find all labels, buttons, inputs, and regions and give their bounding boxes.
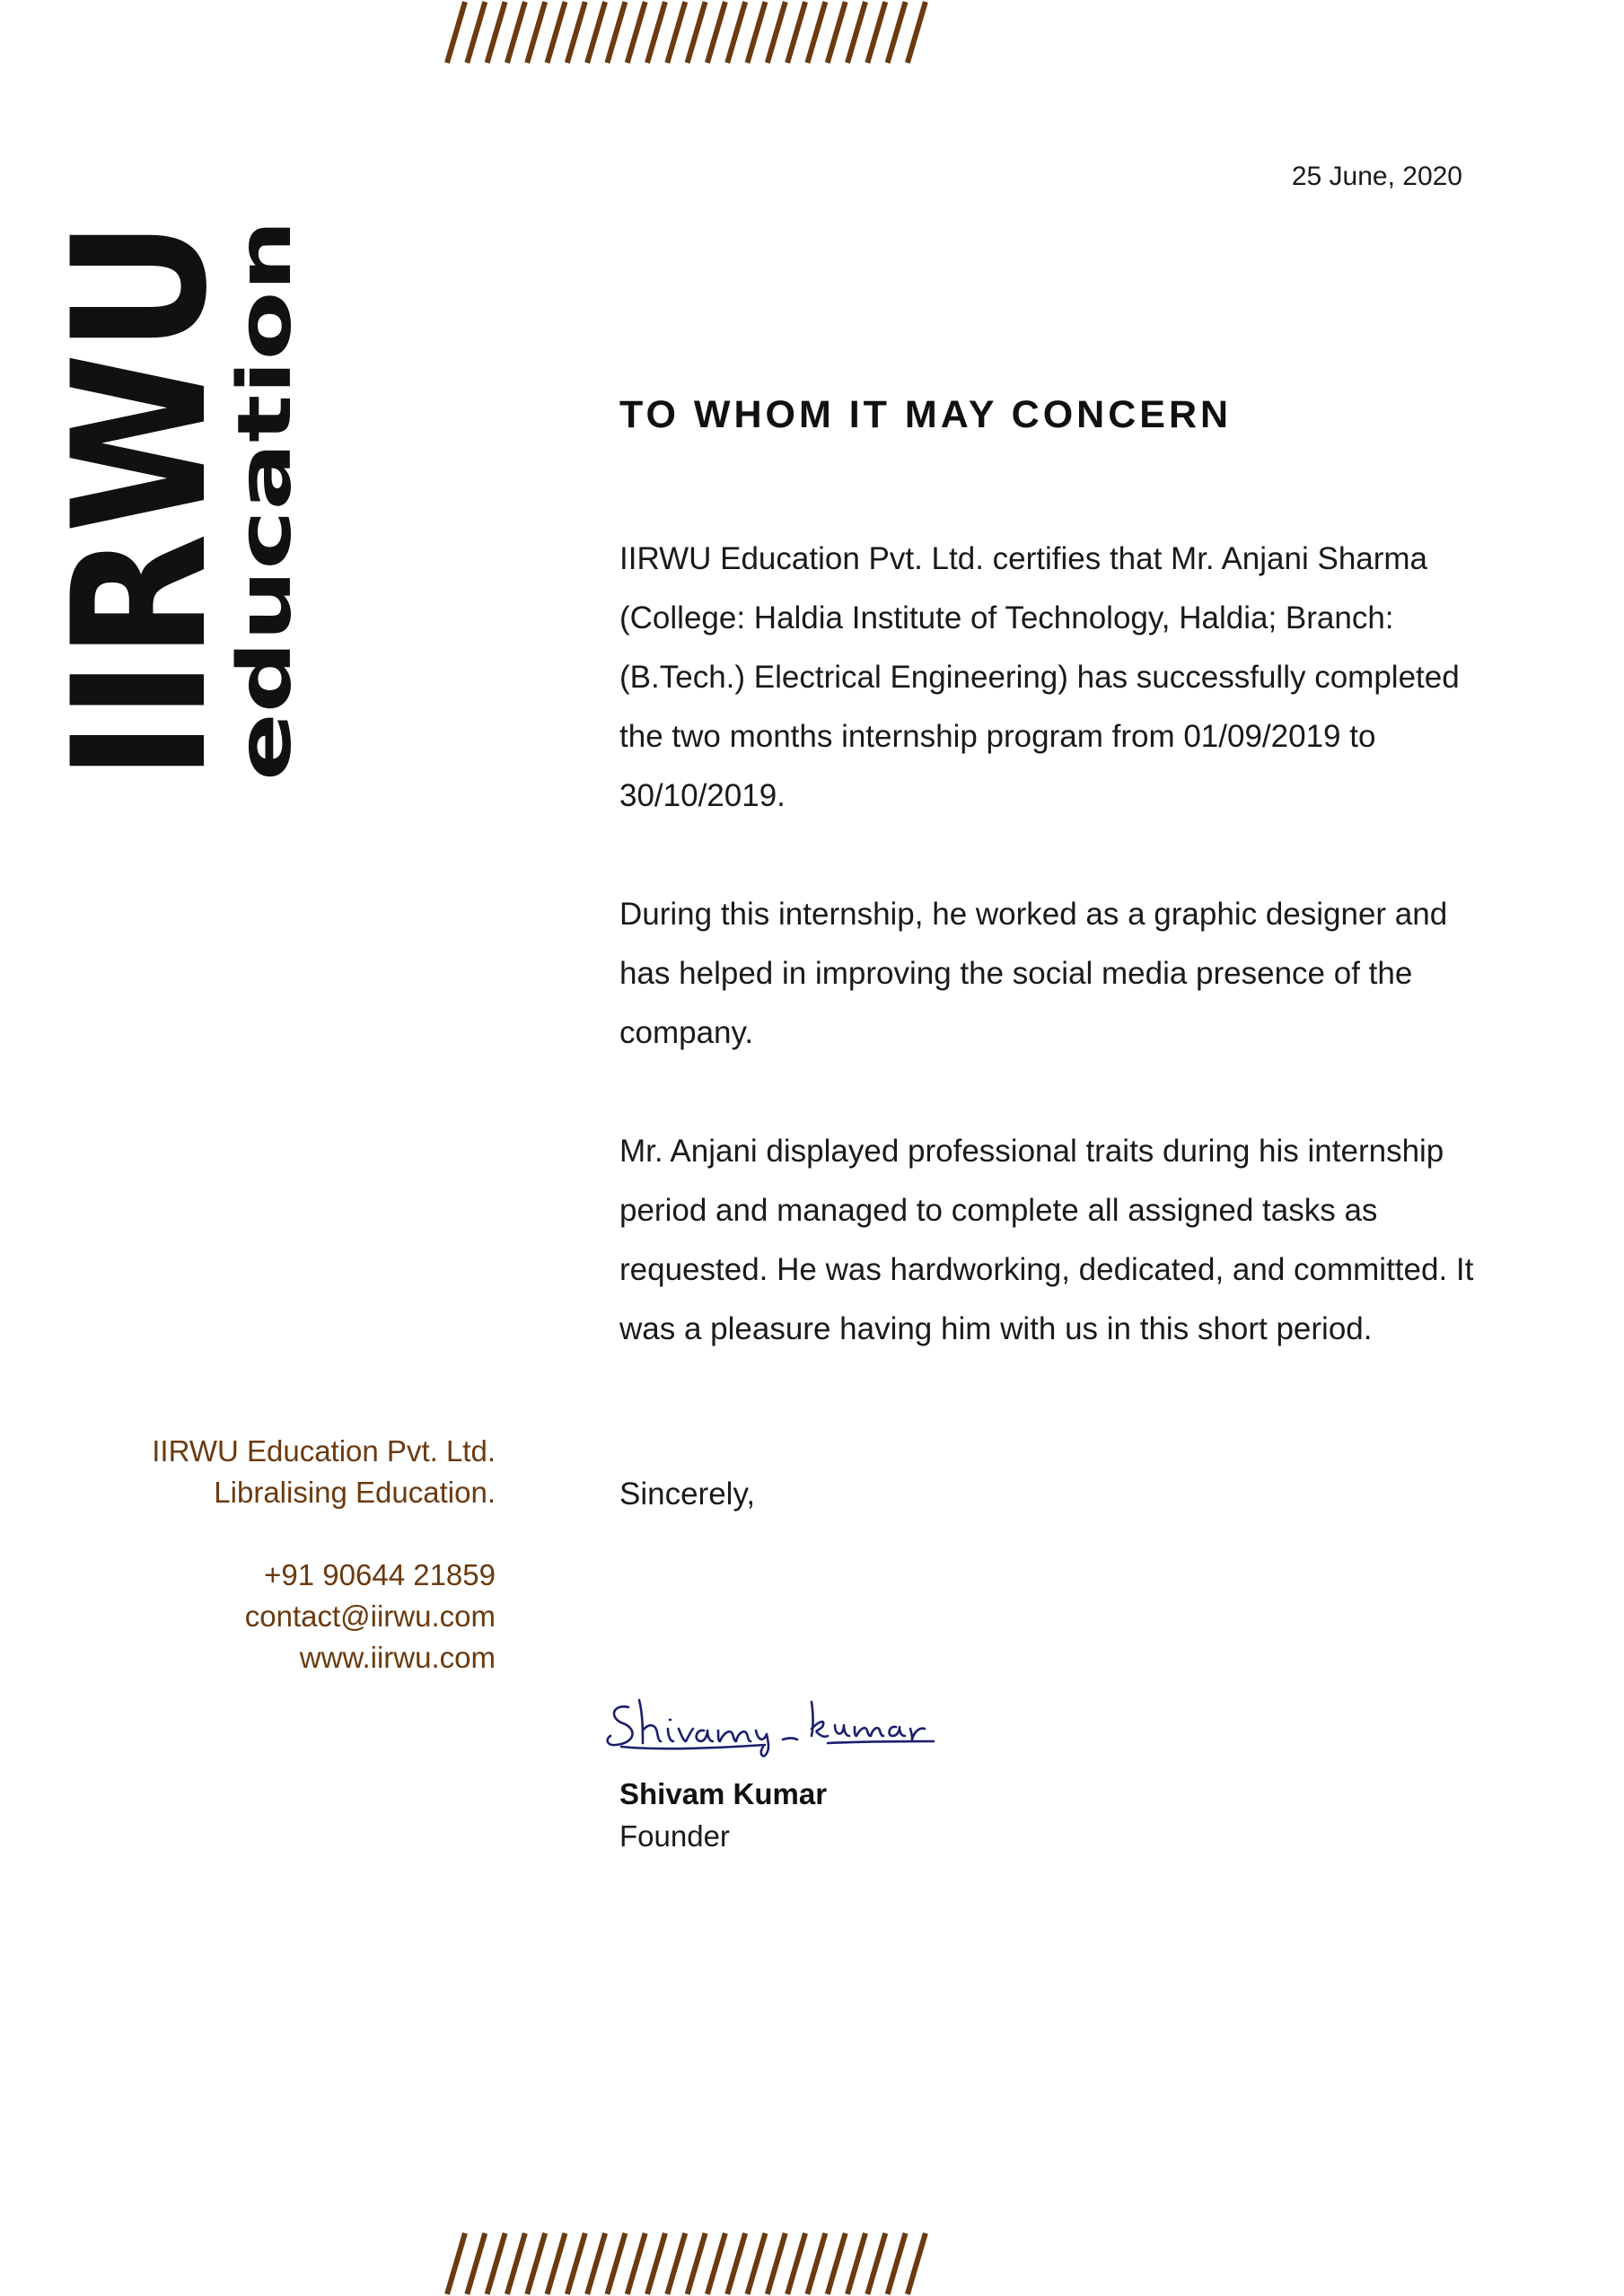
- stripe-line: [567, 2233, 585, 2294]
- stripe-line: [467, 2233, 485, 2294]
- stripe-line: [447, 2, 465, 63]
- letter-date: 25 June, 2020: [1291, 162, 1462, 191]
- signer-title: Founder: [619, 1819, 730, 1853]
- stripe-line: [787, 2, 805, 63]
- letter-heading: TO WHOM IT MAY CONCERN: [619, 393, 1233, 436]
- stripe-line: [908, 2233, 926, 2294]
- stripe-line: [628, 2, 645, 63]
- stripe-line: [507, 2233, 525, 2294]
- stripe-line: [548, 2233, 566, 2294]
- stripe-line: [447, 2233, 465, 2294]
- stripe-line: [867, 2233, 885, 2294]
- stripe-line: [527, 2, 545, 63]
- stripe-line: [748, 2233, 766, 2294]
- stripe-line: [548, 2, 566, 63]
- contact-spacer: [152, 1513, 496, 1555]
- company-logo: [34, 150, 308, 781]
- stripe-line: [867, 2, 885, 63]
- stripe-line: [567, 2, 585, 63]
- stripe-line: [647, 2233, 665, 2294]
- stripe-line: [847, 2233, 865, 2294]
- stripe-line: [707, 2233, 725, 2294]
- paragraph-certification: IIRWU Education Pvt. Ltd. certifies that Mr. Anjani Sharma (College: Haldia Institute of Technology, Haldia; Branch: (B.Tech.) Electrical Engineering) has successfully completed the two months internship program from 01/09/2019 to 30/10/2019.: [619, 541, 1460, 813]
- stripe-line: [888, 2, 906, 63]
- letter-closing: Sincerely,: [619, 1477, 756, 1512]
- stripe-line: [828, 2233, 846, 2294]
- logo-wordmark: [34, 150, 248, 781]
- handwritten-signature: [603, 1687, 935, 1759]
- svg-text:education: education: [223, 369, 308, 781]
- stripe-line: [787, 2233, 805, 2294]
- stripe-line: [727, 2233, 745, 2294]
- bottom-stripe-decoration: [0, 2231, 1624, 2296]
- company-name: IIRWU Education Pvt. Ltd.: [152, 1434, 496, 1468]
- stripe-line: [688, 2233, 706, 2294]
- stripe-line: [527, 2233, 545, 2294]
- stripe-line: [667, 2233, 685, 2294]
- stripe-line: [667, 2, 685, 63]
- stripe-line: [507, 2, 525, 63]
- contact-block: [152, 1431, 496, 1678]
- logo-subtitle: [223, 220, 389, 781]
- stripe-line: [487, 2, 505, 63]
- stripe-line: [487, 2233, 505, 2294]
- stripe-line: [707, 2, 725, 63]
- letter-body: [619, 530, 1481, 1418]
- stripe-line: [908, 2, 926, 63]
- stripe-line: [647, 2, 665, 63]
- signer-name: Shivam Kumar: [619, 1777, 828, 1810]
- contact-phone: +91 90644 21859: [264, 1558, 496, 1591]
- paragraph-traits: Mr. Anjani displayed professional traits during his internship period and managed to complete all assigned tasks as requested. He was hardworking, dedicated, and committed. It was a pleasure having him with us in this short period.: [619, 1134, 1474, 1346]
- company-tagline: Libralising Education.: [214, 1476, 496, 1509]
- stripe-line: [888, 2233, 906, 2294]
- stripe-line: [768, 2233, 786, 2294]
- contact-website[interactable]: www.iirwu.com: [299, 1641, 496, 1674]
- stripe-line: [607, 2233, 625, 2294]
- stripe-line: [607, 2, 625, 63]
- stripe-line: [768, 2, 786, 63]
- contact-email[interactable]: contact@iirwu.com: [244, 1599, 496, 1633]
- stripe-line: [807, 2233, 825, 2294]
- stripe-line: [727, 2, 745, 63]
- top-stripe-decoration: [0, 0, 1624, 65]
- stripe-line: [467, 2, 485, 63]
- stripe-line: [847, 2, 865, 63]
- stripe-line: [807, 2, 825, 63]
- stripe-line: [587, 2, 605, 63]
- stripe-line: [748, 2, 766, 63]
- paragraph-role: During this internship, he worked as a graphic designer and has helped in improving the social media presence of the company.: [619, 897, 1448, 1050]
- stripe-line: [587, 2233, 605, 2294]
- stripe-line: [828, 2, 846, 63]
- stripe-line: [688, 2, 706, 63]
- svg-text:IIRWU: IIRWU: [34, 150, 248, 781]
- stripe-line: [628, 2233, 645, 2294]
